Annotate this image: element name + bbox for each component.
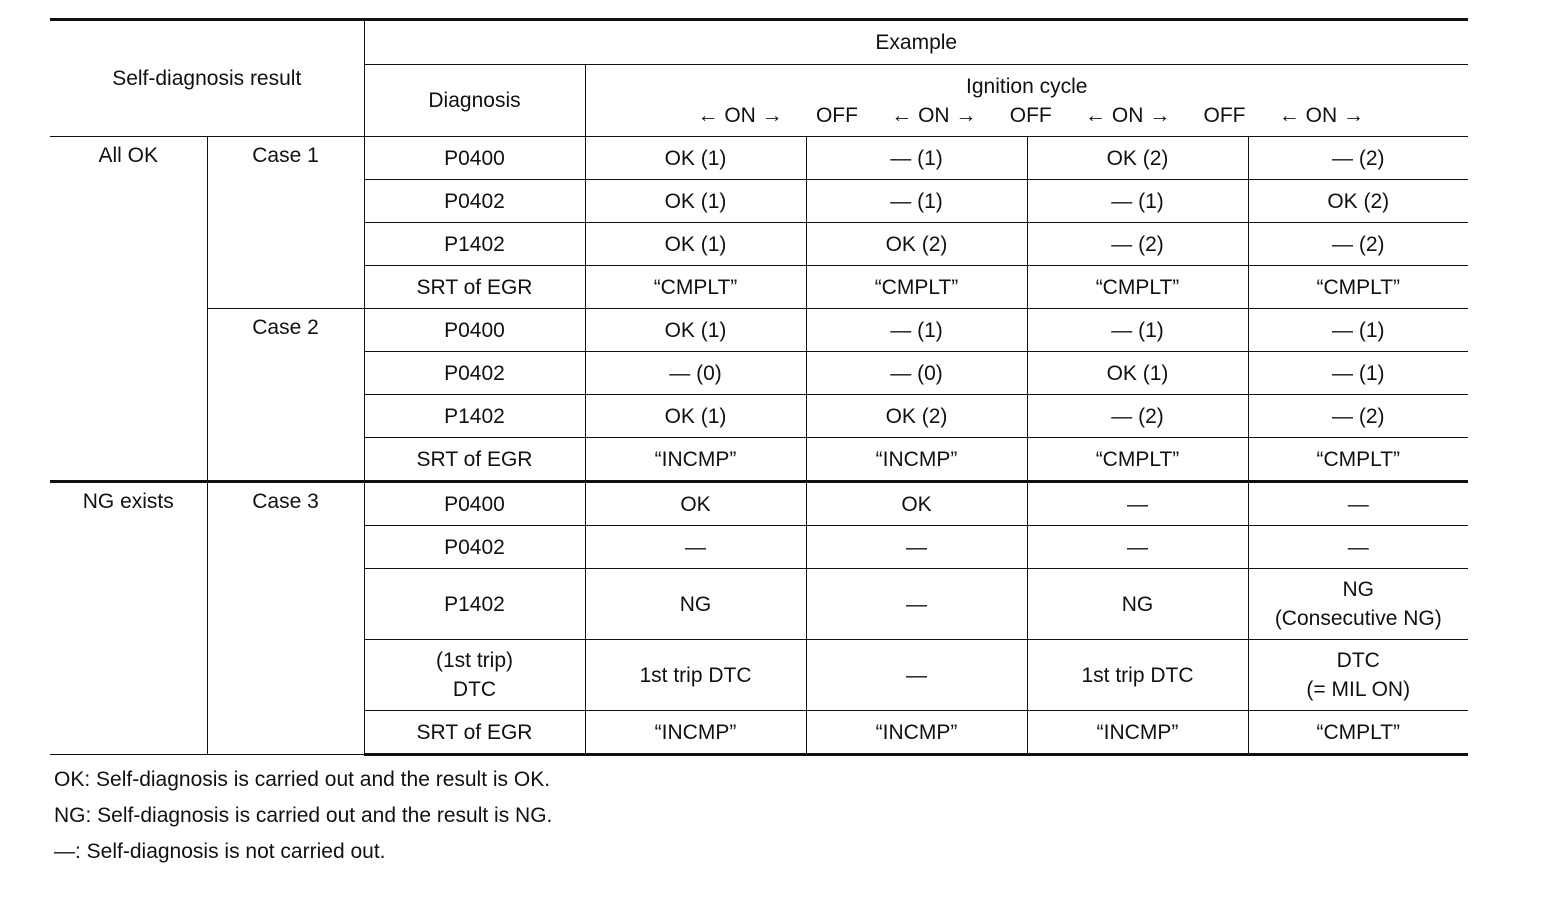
note-not-carried-out: —: Self-diagnosis is not carried out. xyxy=(54,840,386,863)
self-diagnosis-result-header: Self-diagnosis result xyxy=(50,20,364,137)
value-cell: OK xyxy=(806,482,1027,526)
cycle-off-3: OFF xyxy=(1203,103,1246,127)
value-cell: — (2) xyxy=(1248,137,1468,180)
case-3-label: Case 3 xyxy=(207,482,364,755)
value-cell: “INCMP” xyxy=(1027,711,1248,755)
diagnosis-cell xyxy=(364,640,585,711)
diagnosis-header: Diagnosis xyxy=(364,65,585,137)
diagnosis-cell: P0402 xyxy=(364,180,585,223)
value-cell: — xyxy=(806,569,1027,640)
value-cell: — (1) xyxy=(1027,309,1248,352)
value-cell: — xyxy=(585,526,806,569)
value-cell: 1st trip DTC xyxy=(585,640,806,711)
value-cell: “CMPLT” xyxy=(1027,266,1248,309)
diagnosis-cell: SRT of EGR xyxy=(364,711,585,755)
group-all-ok: All OK xyxy=(50,137,207,482)
value-cell: OK (1) xyxy=(585,180,806,223)
value-cell: — (1) xyxy=(806,137,1027,180)
value-cell: OK (1) xyxy=(585,137,806,180)
diagnosis-line: (1st trip) xyxy=(435,649,513,672)
case-1-label: Case 1 xyxy=(207,137,364,309)
value-cell: NG xyxy=(1027,569,1248,640)
value-cell: — xyxy=(1027,526,1248,569)
value-cell: — (2) xyxy=(1027,223,1248,266)
value-cell: OK xyxy=(585,482,806,526)
value-cell: OK (2) xyxy=(806,223,1027,266)
legend-notes xyxy=(50,762,1468,870)
value-cell: NG xyxy=(585,569,806,640)
value-cell: — xyxy=(1248,482,1468,526)
diagnosis-cell: P0402 xyxy=(364,352,585,395)
self-diagnosis-table-sheet xyxy=(50,18,1468,870)
cycle-off-1: OFF xyxy=(815,103,858,127)
diagnosis-cell: P1402 xyxy=(364,223,585,266)
value-cell: — (1) xyxy=(1248,352,1468,395)
value-line: (= MIL ON) xyxy=(1306,678,1411,701)
cycle-on-4: ← ON → xyxy=(1278,103,1364,127)
diagnosis-cell: SRT of EGR xyxy=(364,266,585,309)
value-cell: “CMPLT” xyxy=(585,266,806,309)
value-cell: — (0) xyxy=(585,352,806,395)
value-cell: “CMPLT” xyxy=(1248,266,1468,309)
cycle-on-1: ← ON → xyxy=(697,103,783,127)
ignition-cycle-header xyxy=(585,65,1468,137)
note-ok: OK: Self-diagnosis is carried out and the result is OK. xyxy=(54,768,551,791)
table-row xyxy=(50,137,1468,180)
value-cell: “CMPLT” xyxy=(1248,438,1468,482)
value-cell: “CMPLT” xyxy=(1248,711,1468,755)
diagnosis-cell: P1402 xyxy=(364,569,585,640)
value-line: NG xyxy=(1342,578,1374,601)
value-cell: — xyxy=(1248,526,1468,569)
diagnosis-cell: P0400 xyxy=(364,482,585,526)
value-cell: — xyxy=(1027,482,1248,526)
diagnosis-cell: P1402 xyxy=(364,395,585,438)
value-cell: “INCMP” xyxy=(806,711,1027,755)
ignition-cycle-sequence xyxy=(586,101,1469,130)
value-cell: “INCMP” xyxy=(585,438,806,482)
value-cell: — (2) xyxy=(1248,223,1468,266)
self-diagnosis-table xyxy=(50,18,1468,756)
value-line: (Consecutive NG) xyxy=(1274,607,1442,630)
table-row xyxy=(50,309,1468,352)
value-cell: 1st trip DTC xyxy=(1027,640,1248,711)
value-cell: — (2) xyxy=(1027,395,1248,438)
cycle-on-3: ← ON → xyxy=(1085,103,1171,127)
value-cell: — (1) xyxy=(806,180,1027,223)
case-2-label: Case 2 xyxy=(207,309,364,482)
value-cell: OK (2) xyxy=(1027,137,1248,180)
value-cell xyxy=(1248,569,1468,640)
value-cell: OK (2) xyxy=(806,395,1027,438)
value-cell: “CMPLT” xyxy=(1027,438,1248,482)
value-cell: — (1) xyxy=(1248,309,1468,352)
cycle-off-2: OFF xyxy=(1009,103,1052,127)
value-cell: OK (2) xyxy=(1248,180,1468,223)
group-ng-exists: NG exists xyxy=(50,482,207,755)
diagnosis-cell: P0402 xyxy=(364,526,585,569)
diagnosis-line: DTC xyxy=(452,678,497,701)
diagnosis-cell: SRT of EGR xyxy=(364,438,585,482)
value-cell: — (1) xyxy=(1027,180,1248,223)
value-cell: — (2) xyxy=(1248,395,1468,438)
ignition-cycle-label: Ignition cycle xyxy=(966,74,1088,98)
value-cell: OK (1) xyxy=(1027,352,1248,395)
value-cell: OK (1) xyxy=(585,309,806,352)
value-cell: OK (1) xyxy=(585,223,806,266)
value-cell: OK (1) xyxy=(585,395,806,438)
example-header: Example xyxy=(364,20,1468,65)
diagnosis-cell: P0400 xyxy=(364,309,585,352)
table-row xyxy=(50,482,1468,526)
value-cell: — xyxy=(806,640,1027,711)
value-cell: “INCMP” xyxy=(806,438,1027,482)
value-cell: — (1) xyxy=(806,309,1027,352)
value-cell: “INCMP” xyxy=(585,711,806,755)
value-cell xyxy=(1248,640,1468,711)
note-ng: NG: Self-diagnosis is carried out and the result is NG. xyxy=(54,804,553,827)
value-cell: “CMPLT” xyxy=(806,266,1027,309)
value-cell: — xyxy=(806,526,1027,569)
value-cell: — (0) xyxy=(806,352,1027,395)
value-line: DTC xyxy=(1336,649,1380,672)
cycle-on-2: ← ON → xyxy=(891,103,977,127)
diagnosis-cell: P0400 xyxy=(364,137,585,180)
